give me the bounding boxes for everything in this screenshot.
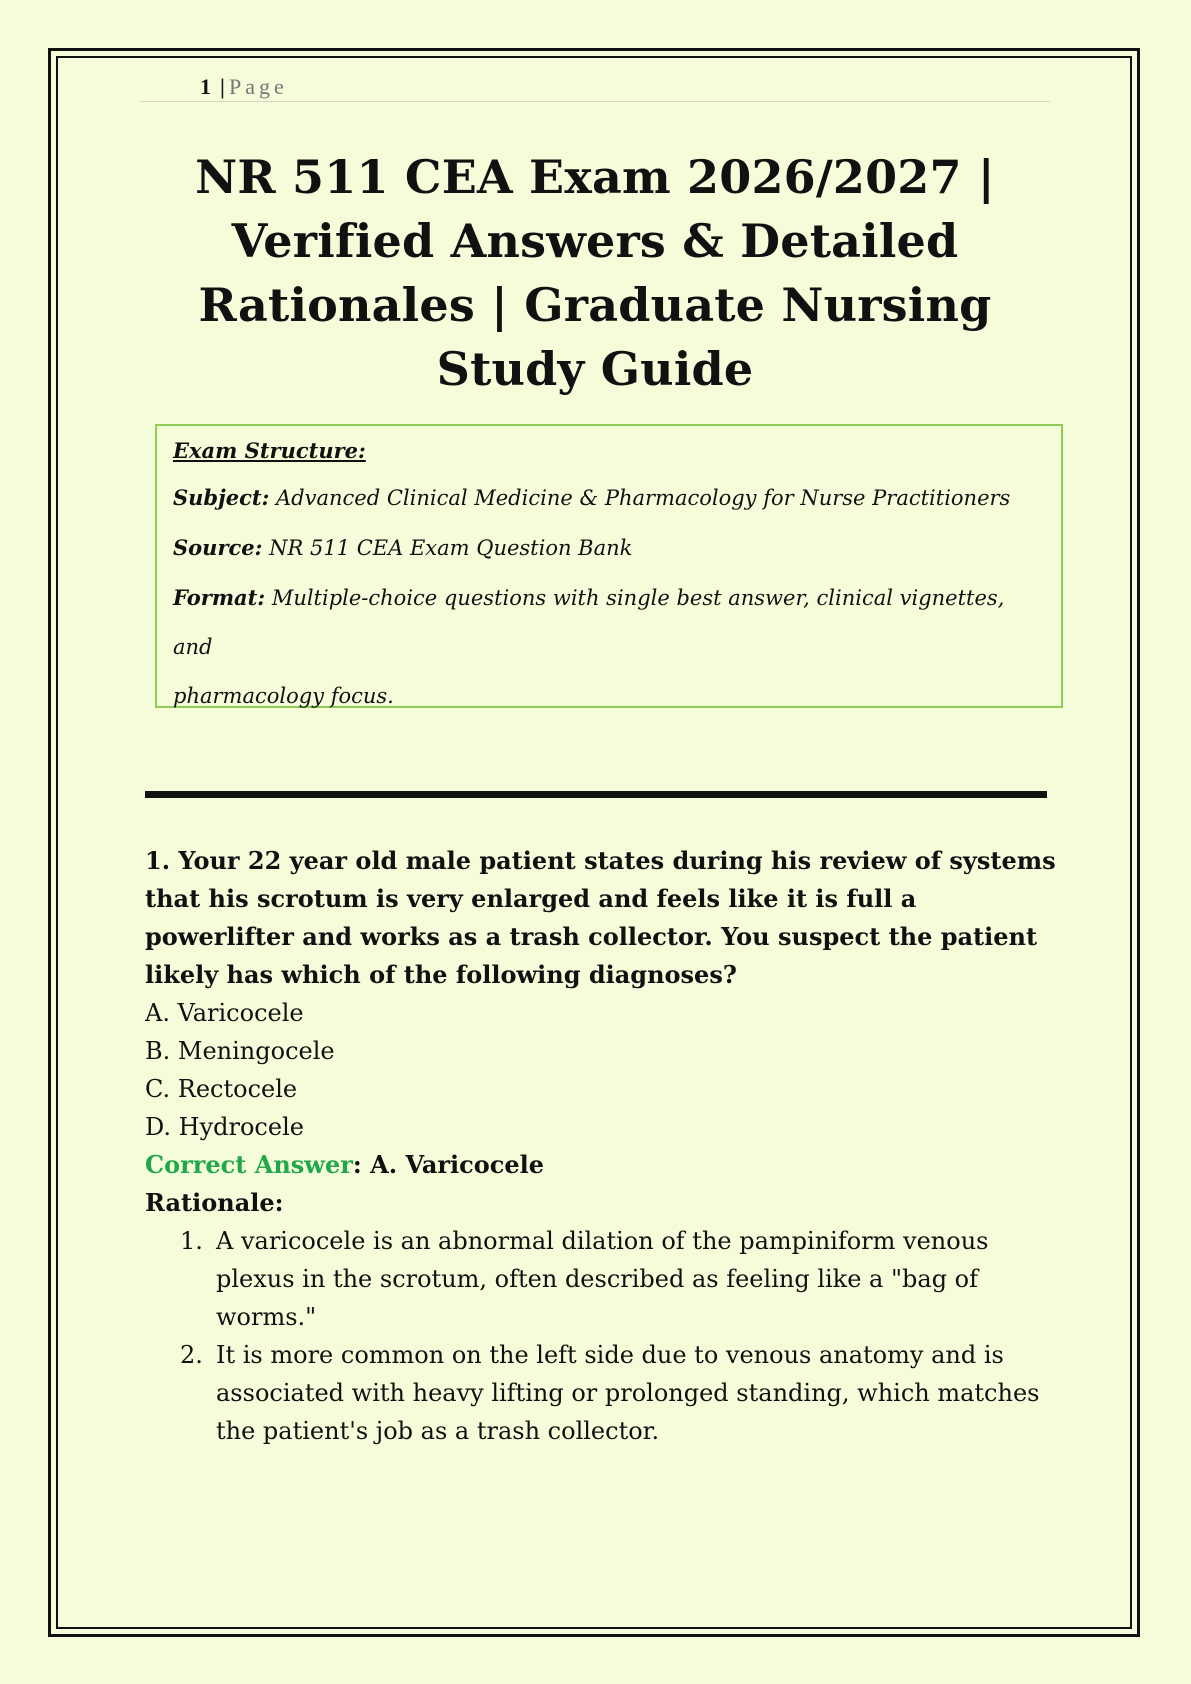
subject-label: Subject: xyxy=(173,485,270,510)
question-1 xyxy=(145,842,1065,1450)
rationale-text-2: It is more common on the left side due to venous anatomy and is associated with heavy lifting or prolonged standing, which matches the patient's job as a trash collector. xyxy=(216,1341,1040,1445)
exam-structure-box xyxy=(155,424,1063,708)
rationale-text-1: A varicocele is an abnormal dilation of the pampiniform venous plexus in the scrotum, often described as feeling like a "bag of worms." xyxy=(216,1227,989,1331)
page-separator: | xyxy=(220,74,225,99)
rationale-number-2: 2. xyxy=(180,1341,203,1369)
question-text: 1. Your 22 year old male patient states during his review of systems that his scrotum is very enlarged and feels like it is full a powerlifter and works as a trash collector. You suspect the patient likely has which of the following diagnoses? xyxy=(145,846,1056,989)
answer-option-b: B. Meningocele xyxy=(145,1037,335,1065)
source-line xyxy=(173,523,1045,573)
correct-answer-value: : A. Varicocele xyxy=(352,1150,545,1179)
rationale-item-1 xyxy=(145,1222,1065,1336)
source-label: Source: xyxy=(173,535,263,560)
answer-option-d: D. Hydrocele xyxy=(145,1113,304,1141)
rationale-number-1: 1. xyxy=(180,1227,203,1255)
page-word: Page xyxy=(229,74,288,99)
subject-value: Advanced Clinical Medicine & Pharmacology for Nurse Practitioners xyxy=(276,486,1011,510)
exam-structure-heading: Exam Structure: xyxy=(173,438,366,463)
answer-option-c: C. Rectocele xyxy=(145,1075,298,1103)
subject-line xyxy=(173,473,1045,523)
page-number: 1 xyxy=(200,74,211,99)
format-value-line2: pharmacology focus. xyxy=(173,684,394,708)
correct-answer-label: Correct Answer xyxy=(145,1150,353,1179)
format-label: Format: xyxy=(173,585,266,610)
answer-option-a: A. Varicocele xyxy=(145,999,304,1027)
page-header xyxy=(140,72,1050,102)
source-value: NR 511 CEA Exam Question Bank xyxy=(269,536,633,560)
rationale-title: Rationale: xyxy=(145,1188,284,1217)
format-value-line1: Multiple-choice questions with single best answer, clinical vignettes, and xyxy=(173,586,1005,659)
rationale-list xyxy=(145,1222,1065,1450)
page-title: NR 511 CEA Exam 2026/2027 | Verified Answers & Detailed Rationales | Graduate Nursing Study Guide xyxy=(195,150,995,396)
section-divider xyxy=(145,791,1047,798)
correct-answer xyxy=(145,1146,1065,1184)
answer-options xyxy=(145,994,1065,1146)
format-line xyxy=(173,573,1045,721)
rationale-item-2 xyxy=(145,1336,1065,1450)
